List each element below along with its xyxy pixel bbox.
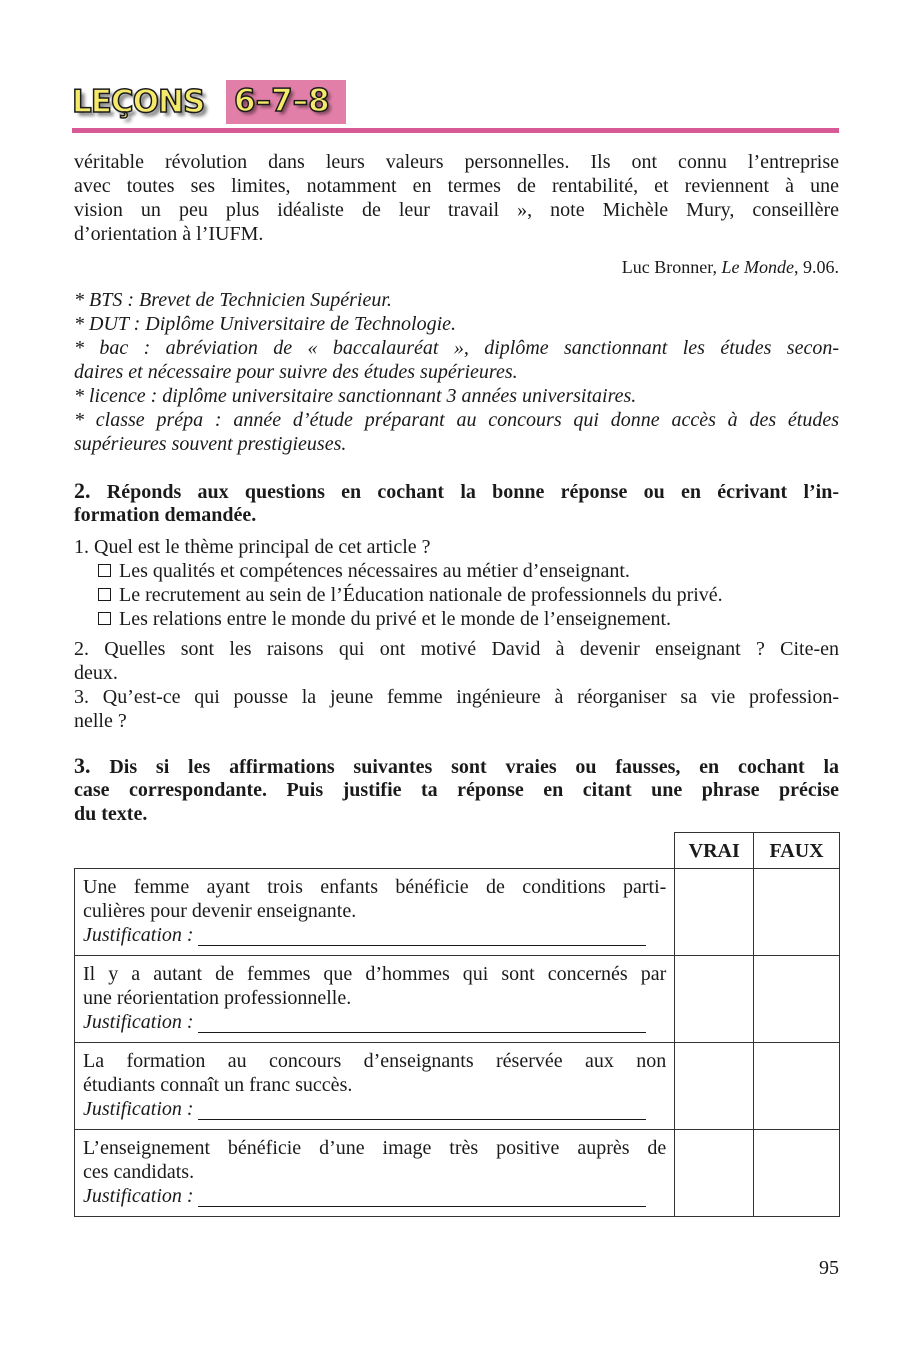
source-newspaper: Le Monde <box>721 257 794 277</box>
exercise3-instruction-text: Dis si les affirmations suivantes sont vraies ou fausses, en cochant la <box>109 756 839 778</box>
statement-line: Il y a autant de femmes que d’hommes qui sont concernés par <box>83 963 667 985</box>
lesson-header <box>72 78 839 136</box>
footnote: * bac : abréviation de « baccalauréat », diplôme sanctionnant les études secon- <box>74 337 839 359</box>
statement-line: Une femme ayant trois enfants bénéficie de conditions parti- <box>83 876 667 898</box>
exercise2-instruction <box>74 479 839 504</box>
exercise3-instruction-cont2: du texte. <box>74 803 148 825</box>
statement-line: La formation au concours d’enseignants réservée aux non <box>83 1050 667 1072</box>
exercise2-number: 2. <box>74 478 91 503</box>
statement-cell <box>75 869 675 956</box>
option-label: Les relations entre le monde du privé et le monde de l’enseignement. <box>119 608 672 630</box>
page-number: 95 <box>819 1257 839 1279</box>
justification-input[interactable] <box>198 1186 646 1207</box>
article-line: avec toutes ses limites, notamment en termes de rentabilité, et reviennent à une <box>74 175 839 197</box>
option-2 <box>98 583 839 607</box>
question-3: 3. Qu’est-ce qui pousse la jeune femme ingénieure à réorganiser sa vie profession- <box>74 686 839 708</box>
option-label: Les qualités et compétences nécessaires au métier d’enseignant. <box>119 560 630 582</box>
statement-cell <box>75 956 675 1043</box>
true-answer-cell[interactable] <box>675 956 754 1043</box>
justification-label: Justification : <box>83 1011 194 1033</box>
header-rule <box>72 128 839 133</box>
justification-input[interactable] <box>198 1012 646 1033</box>
false-column-header: FAUX <box>754 833 840 869</box>
footnote: supérieures souvent prestigieuses. <box>74 433 347 455</box>
article-line: véritable révolution dans leurs valeurs personnelles. Ils ont connu l’entreprise <box>74 151 839 173</box>
empty-header-cell <box>75 833 675 869</box>
checkbox[interactable] <box>98 612 111 625</box>
source-author: Luc Bronner, <box>621 257 718 277</box>
checkbox[interactable] <box>98 588 111 601</box>
false-answer-cell[interactable] <box>754 869 840 956</box>
article-source <box>74 255 839 279</box>
table-row <box>75 869 840 956</box>
justification-input[interactable] <box>198 1099 646 1120</box>
exercise3-number: 3. <box>74 753 91 778</box>
statement-line: une réorientation professionnelle. <box>83 987 352 1009</box>
exercise2-instruction-text: Réponds aux questions en cochant la bonne réponse ou en écrivant l’in- <box>106 481 839 503</box>
footnote: * BTS : Brevet de Technicien Supérieur. <box>74 289 392 311</box>
statement-cell <box>75 1130 675 1217</box>
statement-line: culières pour devenir enseignante. <box>83 900 357 922</box>
false-answer-cell[interactable] <box>754 956 840 1043</box>
true-answer-cell[interactable] <box>675 1043 754 1130</box>
table-header-row <box>75 833 840 869</box>
question-2-cont: deux. <box>74 662 118 684</box>
false-answer-cell[interactable] <box>754 1043 840 1130</box>
statement-line: ces candidats. <box>83 1161 195 1183</box>
footnote: * DUT : Diplôme Universitaire de Technologie. <box>74 313 457 335</box>
source-date: , 9.06. <box>794 257 839 277</box>
exercise3-instruction <box>74 754 839 779</box>
true-false-table <box>74 832 840 1217</box>
true-column-header: VRAI <box>675 833 754 869</box>
article-line: d’orientation à l’IUFM. <box>74 223 264 245</box>
footnote: * classe prépa : année d’étude préparant au concours qui donne accès à des études <box>74 409 839 431</box>
true-answer-cell[interactable] <box>675 869 754 956</box>
statement-cell <box>75 1043 675 1130</box>
footnote: daires et nécessaire pour suivre des études supérieures. <box>74 361 518 383</box>
option-3 <box>98 607 839 631</box>
false-answer-cell[interactable] <box>754 1130 840 1217</box>
option-label: Le recrutement au sein de l’Éducation nationale de professionnels du privé. <box>119 584 723 606</box>
checkbox[interactable] <box>98 564 111 577</box>
table-row <box>75 956 840 1043</box>
question-1: 1. Quel est le thème principal de cet article ? <box>74 536 431 558</box>
article-line: vision un peu plus idéaliste de leur travail », note Michèle Mury, conseillère <box>74 199 839 221</box>
justification-input[interactable] <box>198 925 646 946</box>
question-2: 2. Quelles sont les raisons qui ont motivé David à devenir enseignant ? Cite-en <box>74 638 839 660</box>
justification-label: Justification : <box>83 1185 194 1207</box>
footnote: * licence : diplôme universitaire sanctionnant 3 années universitaires. <box>74 385 637 407</box>
table-row <box>75 1130 840 1217</box>
statement-line: étudiants connaît un franc succès. <box>83 1074 353 1096</box>
exercise3-instruction-cont: case correspondante. Puis justifie ta réponse en citant une phrase précise <box>74 779 839 801</box>
option-1 <box>98 559 839 583</box>
justification-label: Justification : <box>83 1098 194 1120</box>
exercise2-instruction-cont: formation demandée. <box>74 504 257 526</box>
table-row <box>75 1043 840 1130</box>
question-3-cont: nelle ? <box>74 710 127 732</box>
true-answer-cell[interactable] <box>675 1130 754 1217</box>
statement-line: L’enseignement bénéficie d’une image très positive auprès de <box>83 1137 667 1159</box>
lessons-title: LEÇONS <box>72 84 205 120</box>
lessons-number: 6–7–8 <box>234 83 330 119</box>
justification-label: Justification : <box>83 924 194 946</box>
lessons-number-box <box>226 80 346 124</box>
